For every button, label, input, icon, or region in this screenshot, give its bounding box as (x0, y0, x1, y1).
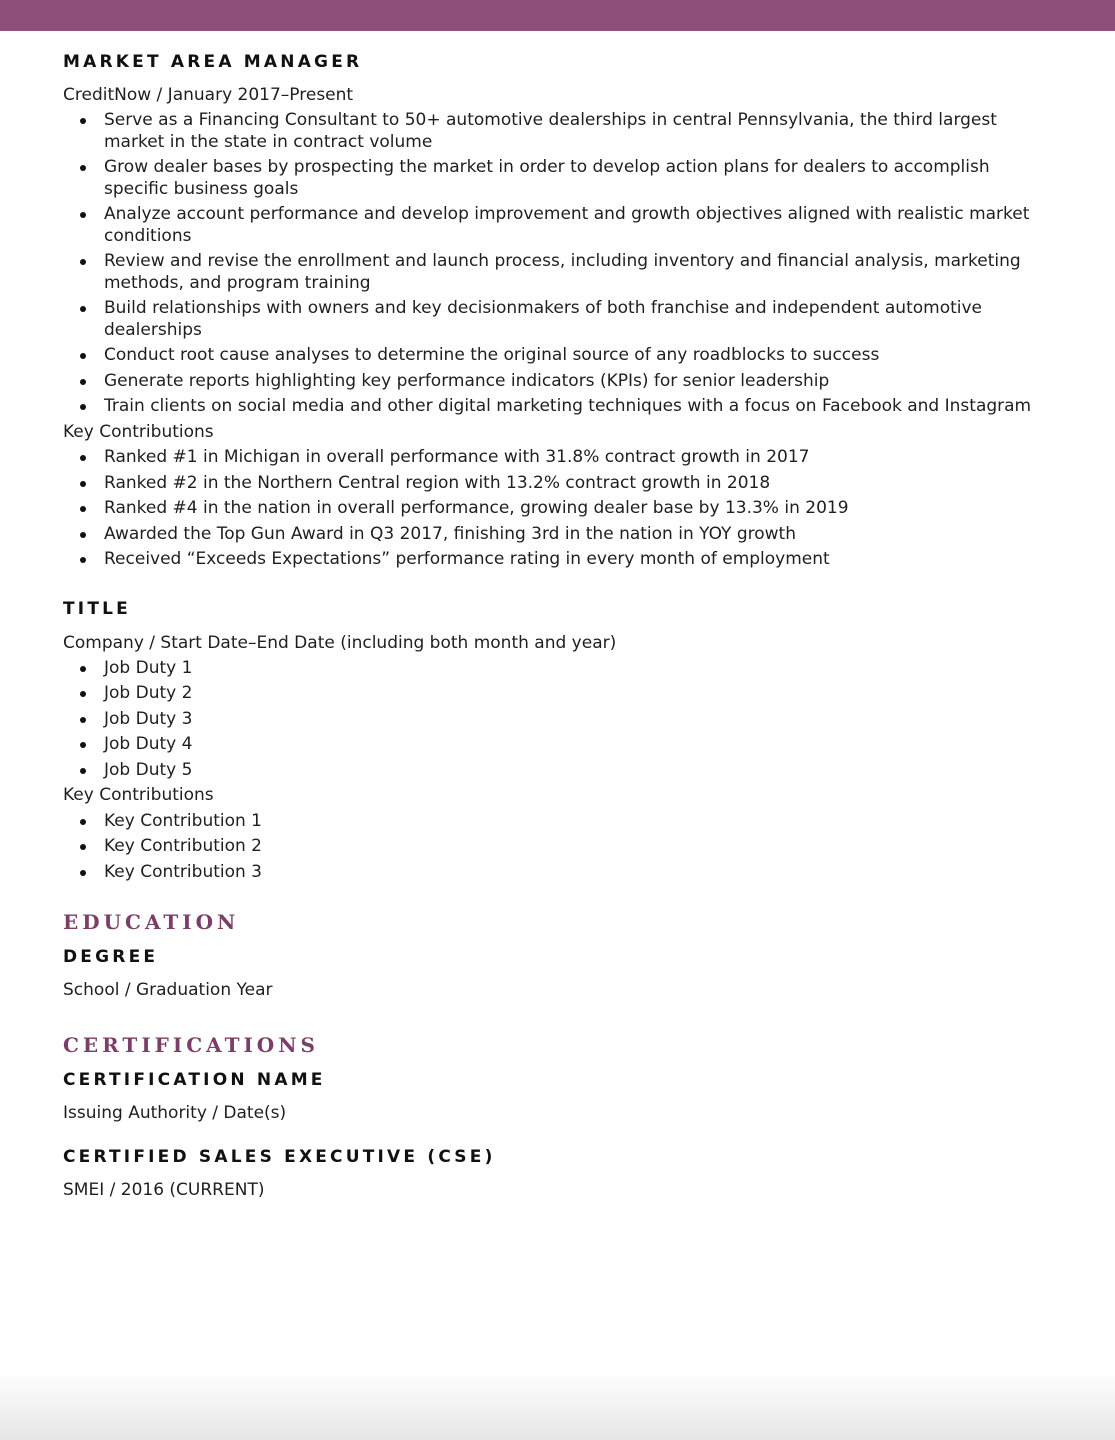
experience-entry (63, 598, 1053, 884)
contributions-list (63, 811, 1053, 884)
contribution-item: Received “Exceeds Expectations” performance rating in every month of employment (63, 549, 1053, 571)
company-dates: Company / Start Date–End Date (including both month and year) (63, 632, 617, 653)
header-accent-bar (0, 0, 1115, 31)
contribution-item: Key Contribution 1 (63, 811, 1053, 833)
duty-item: Job Duty 4 (63, 734, 1053, 756)
duty-item: Job Duty 3 (63, 709, 1053, 731)
certification-name: CERTIFICATION NAME (63, 1070, 326, 1090)
duties-list (63, 658, 1053, 782)
duty-item: Conduct root cause analyses to determine the original source of any roadblocks to success (63, 345, 1053, 367)
job-title: TITLE (63, 598, 131, 619)
contribution-item: Awarded the Top Gun Award in Q3 2017, finishing 3rd in the nation in YOY growth (63, 524, 1053, 546)
duty-item: Generate reports highlighting key performance indicators (KPIs) for senior leadership (63, 371, 1053, 393)
contribution-item: Ranked #1 in Michigan in overall performance with 31.8% contract growth in 2017 (63, 447, 1053, 469)
certification-detail: SMEI / 2016 (CURRENT) (63, 1180, 265, 1200)
degree-title: DEGREE (63, 947, 159, 967)
duty-item: Train clients on social media and other digital marketing techniques with a focus on Facebook and Instagram (63, 396, 1053, 418)
contribution-item: Key Contribution 2 (63, 836, 1053, 858)
job-title: MARKET AREA MANAGER (63, 52, 363, 72)
company-dates: CreditNow / January 2017–Present (63, 85, 354, 105)
contribution-item: Ranked #2 in the Northern Central region with 13.2% contract growth in 2018 (63, 473, 1053, 495)
duty-item: Review and revise the enrollment and launch process, including inventory and financial analysis, marketing methods, and program training (63, 251, 1053, 294)
duty-item: Job Duty 2 (63, 683, 1053, 705)
school-year: School / Graduation Year (63, 980, 273, 1000)
section-heading-certifications: CERTIFICATIONS (63, 1033, 319, 1057)
duties-list (63, 110, 1053, 418)
key-contributions-label: Key Contributions (63, 421, 214, 442)
experience-entry (63, 51, 1053, 571)
section-heading-education: EDUCATION (63, 910, 240, 934)
certification-detail: Issuing Authority / Date(s) (63, 1103, 287, 1123)
duty-item: Job Duty 1 (63, 658, 1053, 680)
duty-item: Analyze account performance and develop improvement and growth objectives aligned with realistic market conditions (63, 204, 1053, 247)
contribution-item: Key Contribution 3 (63, 862, 1053, 884)
duty-item: Serve as a Financing Consultant to 50+ automotive dealerships in central Pennsylvania, the third largest market in the state in contract volume (63, 110, 1053, 153)
duty-item: Grow dealer bases by prospecting the market in order to develop action plans for dealers to accomplish specific business goals (63, 157, 1053, 200)
key-contributions-label: Key Contributions (63, 785, 214, 805)
resume-page (63, 51, 1053, 1201)
duty-item: Build relationships with owners and key decisionmakers of both franchise and independent automotive dealerships (63, 298, 1053, 341)
contributions-list (63, 447, 1053, 571)
duty-item: Job Duty 5 (63, 760, 1053, 782)
contribution-item: Ranked #4 in the nation in overall performance, growing dealer base by 13.3% in 2019 (63, 498, 1053, 520)
education-section (63, 910, 1053, 1001)
page-bottom-shadow (0, 1370, 1115, 1440)
certification-name: CERTIFIED SALES EXECUTIVE (CSE) (63, 1147, 496, 1167)
certifications-section (63, 1033, 1053, 1201)
